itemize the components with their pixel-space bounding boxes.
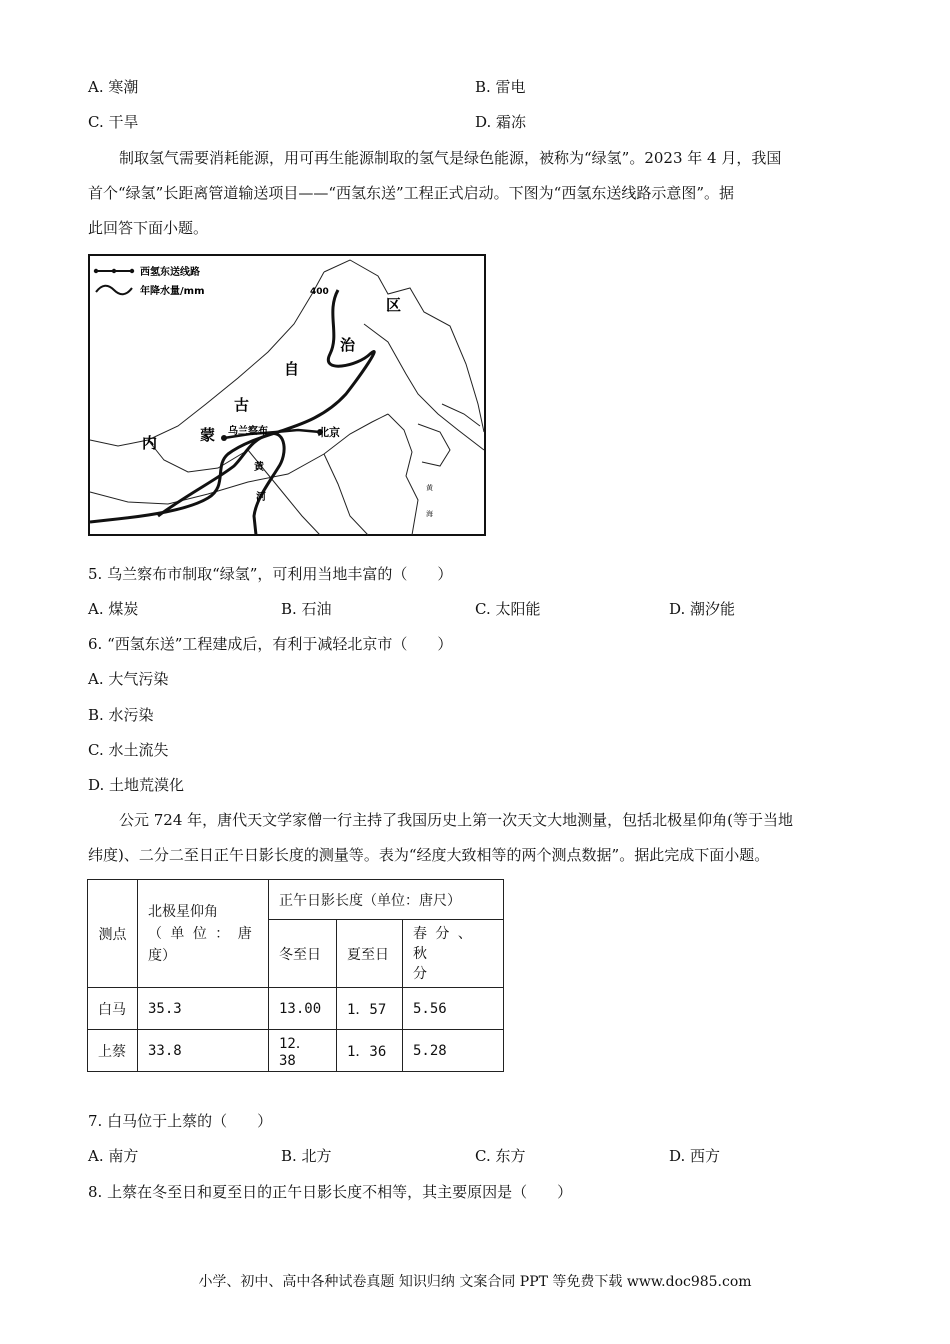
q6-option-b: B. 水污染 (88, 706, 154, 724)
survey-data-table (87, 879, 504, 1072)
route-map-figure (88, 254, 486, 536)
cell-winter: 13.00 (269, 988, 337, 1030)
svg-text:内: 内 (142, 434, 158, 452)
svg-text:区: 区 (386, 296, 402, 314)
q5-stem: 5. 乌兰察布市制取“绿氢”，可利用当地丰富的（ ） (88, 565, 453, 583)
q4-option-a: A. 寒潮 (88, 78, 139, 96)
q6-option-a: A. 大气污染 (88, 670, 169, 688)
q7-option-b: B. 北方 (281, 1147, 332, 1165)
passage1-line2: 首个“绿氢”长距离管道输送项目——“西氢东送”工程正式启动。下图为“西氢东送线路示意图”。据 (88, 184, 735, 202)
q5-option-c: C. 太阳能 (475, 600, 541, 618)
q7-option-c: C. 东方 (475, 1147, 526, 1165)
th-equinox: 春 分 、 秋 分 (403, 920, 504, 988)
passage1-line3: 此回答下面小题。 (88, 219, 209, 237)
q6-option-d: D. 土地荒漠化 (88, 776, 185, 794)
q7-option-d: D. 西方 (669, 1147, 721, 1165)
q4-option-b: B. 雷电 (475, 78, 526, 96)
q6-option-c: C. 水土流失 (88, 741, 169, 759)
cell-polaris: 35.3 (138, 988, 269, 1030)
cell-station: 上蔡 (88, 1030, 138, 1072)
svg-text:自: 自 (284, 360, 300, 378)
th-summer-solstice: 夏至日 (337, 920, 403, 988)
q4-option-c: C. 干旱 (88, 113, 139, 131)
q7-option-a: A. 南方 (88, 1147, 139, 1165)
cell-winter: 12．38 (269, 1030, 337, 1072)
th-station: 测点 (88, 880, 138, 988)
city-label-beijing: 北京 (318, 426, 340, 439)
q7-stem: 7. 白马位于上蔡的（ ） (88, 1112, 273, 1130)
q4-option-d: D. 霜冻 (475, 113, 527, 131)
svg-text:蒙: 蒙 (200, 426, 216, 444)
svg-text:治: 治 (340, 336, 356, 354)
cell-station: 白马 (88, 988, 138, 1030)
table-row (88, 1030, 504, 1072)
table-row (88, 988, 504, 1030)
passage1-line1: 制取氢气需要消耗能源，用可再生能源制取的氢气是绿色能源，被称为“绿氢”。2023 年 4 月，我国 (119, 149, 782, 167)
sea-label-char-2: 海 (426, 510, 433, 518)
passage-yixing-survey (88, 803, 868, 873)
q5-option-a: A. 煤炭 (88, 600, 139, 618)
legend-precip-label: 年降水量/mm (140, 286, 205, 297)
th-winter-solstice: 冬至日 (269, 920, 337, 988)
th-shadow-length: 正午日影长度（单位：唐尺） (269, 880, 504, 920)
cell-summer: 1．36 (337, 1030, 403, 1072)
legend-route-label: 西氢东送线路 (140, 267, 200, 278)
city-label-wulanchabu: 乌兰察布 (228, 426, 268, 437)
passage-green-hydrogen (88, 141, 868, 246)
q6-stem: 6. “西氢东送”工程建成后，有利于减轻北京市（ ） (88, 635, 453, 653)
cell-equinox: 5.28 (403, 1030, 504, 1072)
q8-stem: 8. 上蔡在冬至日和夏至日的正午日影长度不相等，其主要原因是（ ） (88, 1183, 573, 1201)
q5-option-b: B. 石油 (281, 600, 332, 618)
map-frame (89, 255, 485, 535)
cell-polaris: 33.8 (138, 1030, 269, 1072)
passage2-line2: 纬度)、二分二至日正午日影长度的测量等。表为“经度大致相等的两个测点数据”。据此完成下面小题。 (88, 846, 770, 864)
svg-text:古: 古 (234, 396, 250, 414)
isohyet-value-label: 400 (310, 287, 329, 297)
passage2-line1: 公元 724 年，唐代天文学家僧一行主持了我国历史上第一次天文大地测量，包括北极星仰角(等于当地 (119, 811, 794, 829)
q5-option-d: D. 潮汐能 (669, 600, 736, 618)
river-label-char-2: 河 (256, 492, 266, 503)
cell-equinox: 5.56 (403, 988, 504, 1030)
cell-summer: 1．57 (337, 988, 403, 1030)
th-polaris: 北极星仰角 （ 单 位 ： 唐 度） (138, 880, 269, 988)
page-footer: 小学、初中、高中各种试卷真题 知识归纳 文案合同 PPT 等免费下载 www.doc985.com (198, 1274, 752, 1290)
river-label-char-1: 黄 (254, 462, 264, 473)
sea-label-char-1: 黄 (426, 484, 433, 492)
